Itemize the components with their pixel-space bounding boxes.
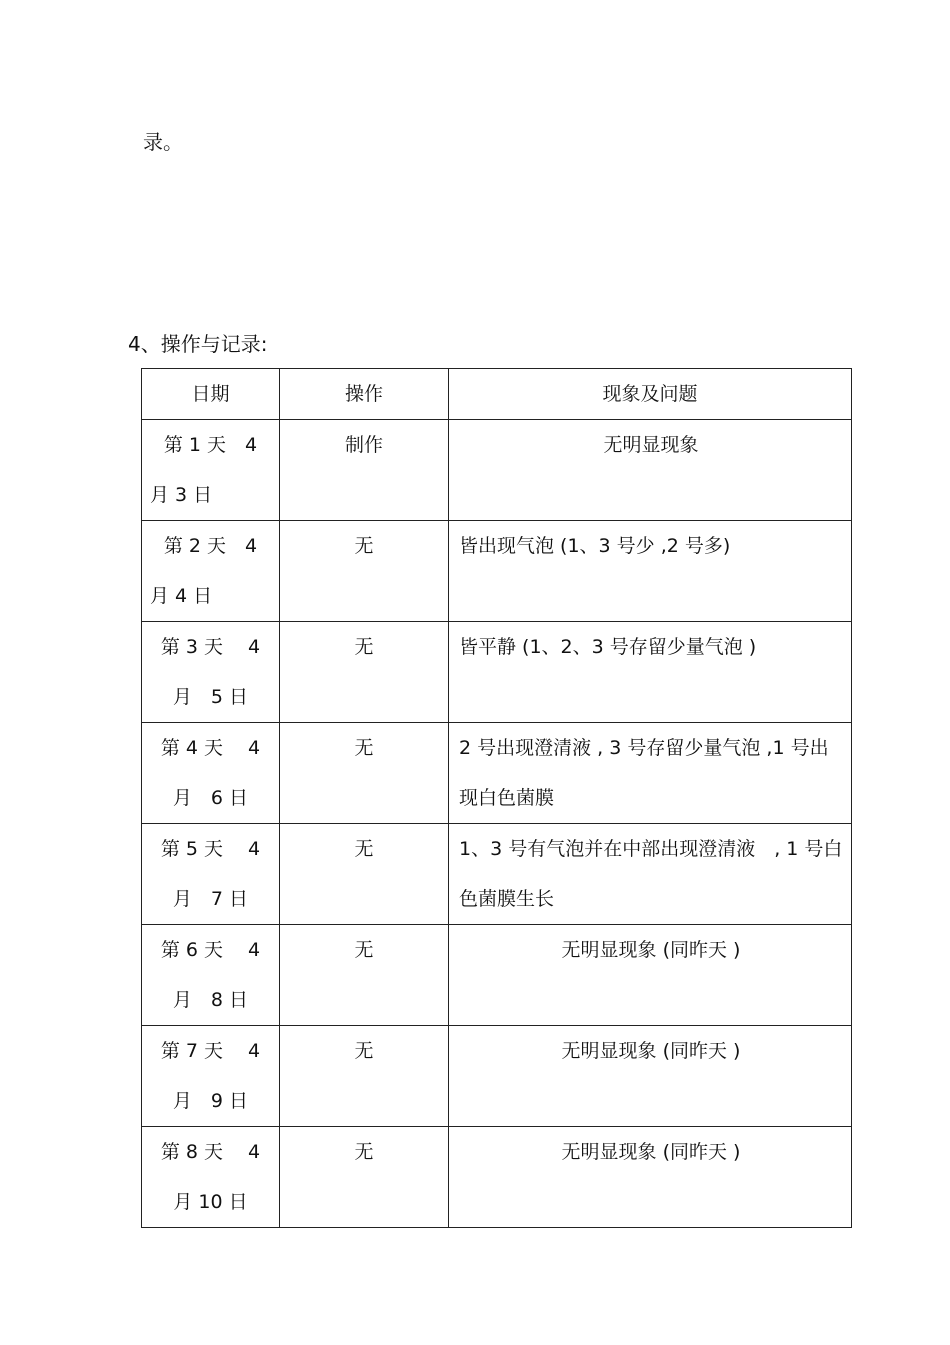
date-line-2: 月 4 日 — [150, 585, 213, 607]
date-line-2: 月 9 日 — [172, 1090, 249, 1112]
date-line-1: 第 1 天 4 — [163, 434, 258, 456]
date-line-2: 月 7 日 — [172, 888, 249, 910]
table-row — [142, 1026, 852, 1127]
operation-cell: 无 — [280, 521, 449, 622]
table-row — [142, 521, 852, 622]
continued-text: 录。 — [143, 130, 183, 154]
table-row — [142, 824, 852, 925]
phenomenon-cell: 无明显现象 — [449, 420, 852, 521]
date-cell — [142, 723, 280, 824]
header-date: 日期 — [142, 369, 280, 420]
operation-cell: 无 — [280, 1127, 449, 1228]
table-header-row — [142, 369, 852, 420]
table-row — [142, 420, 852, 521]
phenomenon-cell: 2 号出现澄清液 , 3 号存留少量气泡 ,1 号出现白色菌膜 — [449, 723, 852, 824]
operation-cell: 无 — [280, 824, 449, 925]
date-line-2: 月 5 日 — [172, 686, 249, 708]
operation-cell: 无 — [280, 925, 449, 1026]
date-line-1: 第 4 天 4 — [160, 737, 261, 759]
date-line-2: 月 6 日 — [172, 787, 249, 809]
table-row — [142, 925, 852, 1026]
date-line-1: 第 8 天 4 — [160, 1141, 261, 1163]
date-line-1: 第 2 天 4 — [163, 535, 258, 557]
date-cell — [142, 521, 280, 622]
date-line-1: 第 7 天 4 — [160, 1040, 261, 1062]
table-row — [142, 622, 852, 723]
date-cell — [142, 622, 280, 723]
section-heading: 4、操作与记录: — [128, 332, 268, 356]
phenomenon-cell: 无明显现象 (同昨天 ) — [449, 925, 852, 1026]
header-phenomenon: 现象及问题 — [449, 369, 852, 420]
operation-cell: 制作 — [280, 420, 449, 521]
phenomenon-cell: 无明显现象 (同昨天 ) — [449, 1127, 852, 1228]
date-cell — [142, 1127, 280, 1228]
date-line-1: 第 5 天 4 — [160, 838, 261, 860]
operation-cell: 无 — [280, 1026, 449, 1127]
date-line-2: 月 8 日 — [172, 989, 249, 1011]
date-cell — [142, 925, 280, 1026]
date-cell — [142, 824, 280, 925]
table-row — [142, 723, 852, 824]
date-cell — [142, 420, 280, 521]
table-row — [142, 1127, 852, 1228]
date-cell — [142, 1026, 280, 1127]
date-line-2: 月 10 日 — [173, 1191, 248, 1213]
operation-cell: 无 — [280, 622, 449, 723]
date-line-2: 月 3 日 — [150, 484, 213, 506]
operation-record-table — [141, 368, 852, 1228]
header-operation: 操作 — [280, 369, 449, 420]
phenomenon-cell: 无明显现象 (同昨天 ) — [449, 1026, 852, 1127]
phenomenon-cell: 1、3 号有气泡并在中部出现澄清液 , 1 号白色菌膜生长 — [449, 824, 852, 925]
phenomenon-cell: 皆平静 (1、2、3 号存留少量气泡 ) — [449, 622, 852, 723]
phenomenon-cell: 皆出现气泡 (1、3 号少 ,2 号多) — [449, 521, 852, 622]
operation-cell: 无 — [280, 723, 449, 824]
date-line-1: 第 6 天 4 — [160, 939, 261, 961]
date-line-1: 第 3 天 4 — [160, 636, 261, 658]
